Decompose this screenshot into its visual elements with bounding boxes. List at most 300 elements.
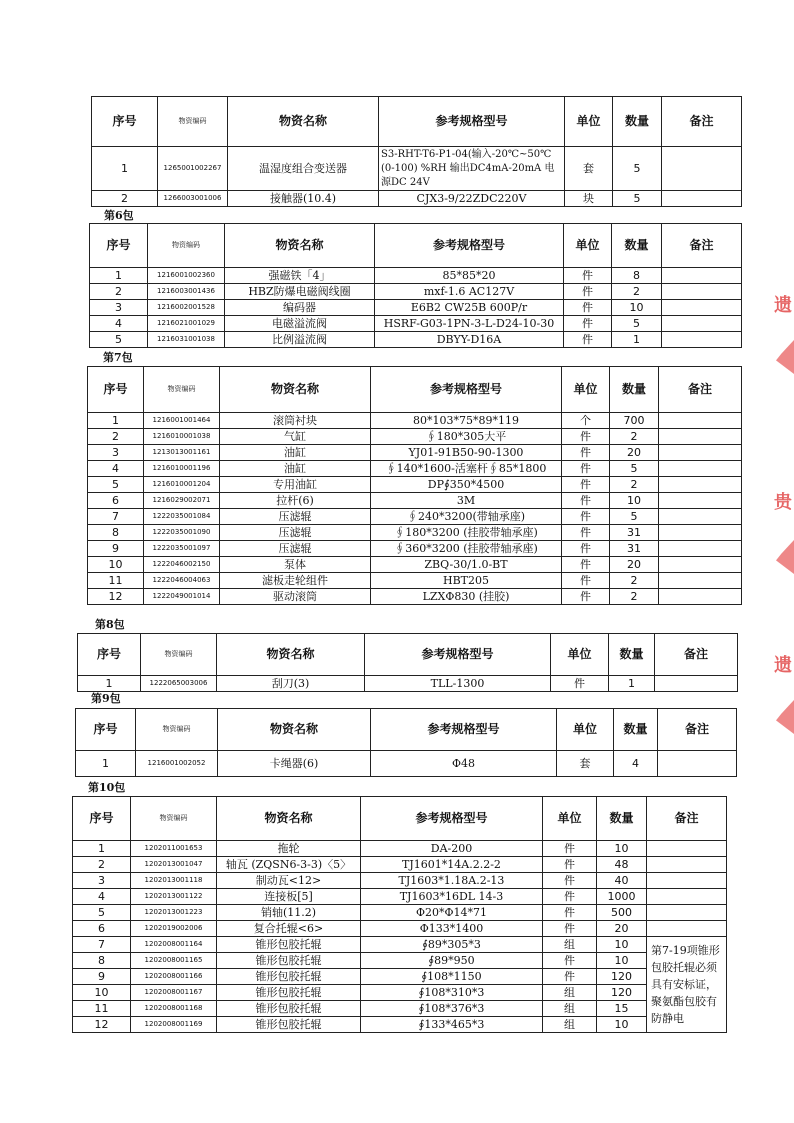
cell-code: 1216002001528: [148, 300, 225, 316]
cell-seq: 1: [90, 268, 148, 284]
cell-qty: 5: [610, 509, 659, 525]
header-unit: 单位: [557, 709, 614, 751]
package-label: 第10包: [88, 781, 126, 794]
seal-fragment: 贵: [774, 492, 792, 513]
package-label: 第6包: [104, 209, 134, 222]
cell-spec: ∮108*310*3: [361, 985, 543, 1001]
cell-name: 轴瓦 (ZQSN6-3-3)〈5〉: [217, 857, 361, 873]
cell-code: 1222049001014: [144, 589, 220, 605]
cell-unit: 件: [543, 953, 597, 969]
table-header-row: [88, 367, 742, 413]
cell-spec: HSRF-G03-1PN-3-L-D24-10-30: [375, 316, 564, 332]
cell-name: 油缸: [220, 445, 371, 461]
cell-seq: 12: [88, 589, 144, 605]
cell-code: 1202008001165: [131, 953, 217, 969]
header-seq: 序号: [73, 797, 131, 841]
cell-unit: 件: [543, 969, 597, 985]
cell-qty: 5: [613, 191, 662, 207]
header-unit: 单位: [565, 97, 613, 147]
table-row: [76, 751, 737, 777]
cell-name: 锥形包胶托辊: [217, 985, 361, 1001]
cell-seq: 2: [73, 857, 131, 873]
seal-fragment: 遗: [774, 655, 792, 676]
table-row: [90, 300, 742, 316]
seal-mark: [776, 340, 794, 374]
cell-code: 1216010001196: [144, 461, 220, 477]
table-row: [73, 873, 727, 889]
cell-qty: 500: [597, 905, 647, 921]
cell-spec: ∮89*305*3: [361, 937, 543, 953]
cell-unit: 件: [543, 841, 597, 857]
cell-note: [659, 493, 742, 509]
cell-note: [659, 589, 742, 605]
cell-qty: 31: [610, 525, 659, 541]
header-name: 物资名称: [220, 367, 371, 413]
header-spec: 参考规格型号: [379, 97, 565, 147]
cell-seq: 4: [73, 889, 131, 905]
cell-name: 连接板[5]: [217, 889, 361, 905]
cell-name: 比例溢流阀: [225, 332, 375, 348]
cell-unit: 件: [551, 676, 609, 692]
cell-code: 1222035001084: [144, 509, 220, 525]
table-row: [88, 541, 742, 557]
cell-unit: 组: [543, 985, 597, 1001]
cell-code: 1216010001204: [144, 477, 220, 493]
cell-spec: TJ1601*14A.2.2-2: [361, 857, 543, 873]
cell-seq: 12: [73, 1017, 131, 1033]
header-unit: 单位: [543, 797, 597, 841]
cell-seq: 4: [90, 316, 148, 332]
seal-mark: [776, 540, 794, 574]
header-unit: 单位: [562, 367, 610, 413]
cell-note-empty: [647, 905, 727, 921]
header-code: 物资编码: [141, 634, 217, 676]
cell-qty: 10: [597, 841, 647, 857]
package-label: 第7包: [103, 351, 133, 364]
cell-name: 专用油缸: [220, 477, 371, 493]
table-header-row: [76, 709, 737, 751]
table-header-row: [78, 634, 738, 676]
cell-note: [662, 147, 742, 191]
cell-unit: 套: [565, 147, 613, 191]
cell-qty: 1: [612, 332, 662, 348]
cell-code: 1216001002052: [136, 751, 218, 777]
package-table-8: [77, 633, 738, 692]
cell-note: [662, 316, 742, 332]
cell-spec: DBYY-D16A: [375, 332, 564, 348]
cell-unit: 件: [562, 477, 610, 493]
cell-seq: 3: [90, 300, 148, 316]
header-name: 物资名称: [218, 709, 371, 751]
header-code: 物资编码: [158, 97, 228, 147]
cell-seq: 6: [88, 493, 144, 509]
header-seq: 序号: [78, 634, 141, 676]
table-row: [73, 857, 727, 873]
cell-note: [659, 541, 742, 557]
cell-name: 卡绳器(6): [218, 751, 371, 777]
table-row: [73, 969, 727, 985]
table-row: [88, 493, 742, 509]
cell-seq: 7: [88, 509, 144, 525]
table-row: [90, 284, 742, 300]
cell-qty: 8: [612, 268, 662, 284]
cell-note: [659, 413, 742, 429]
table-row: [88, 589, 742, 605]
cell-seq: 5: [73, 905, 131, 921]
header-name: 物资名称: [225, 224, 375, 268]
cell-spec: TLL-1300: [365, 676, 551, 692]
cell-name: 制动瓦<12>: [217, 873, 361, 889]
cell-unit: 件: [562, 557, 610, 573]
cell-spec: Φ20*Φ14*71: [361, 905, 543, 921]
table-row: [90, 316, 742, 332]
table-header-row: [73, 797, 727, 841]
cell-unit: 件: [564, 284, 612, 300]
header-code: 物资编码: [144, 367, 220, 413]
table-row: [88, 429, 742, 445]
cell-qty: 10: [597, 953, 647, 969]
cell-qty: 10: [612, 300, 662, 316]
package-table-10: [72, 796, 727, 1033]
cell-code: 1216010001038: [144, 429, 220, 445]
table-row: [73, 841, 727, 857]
cell-qty: 20: [610, 445, 659, 461]
cell-qty: 10: [597, 1017, 647, 1033]
cell-qty: 20: [610, 557, 659, 573]
cell-code: 1202008001166: [131, 969, 217, 985]
package-table-7: [87, 366, 742, 605]
header-qty: 数量: [614, 709, 658, 751]
table-row: [73, 921, 727, 937]
cell-seq: 1: [88, 413, 144, 429]
cell-note: [662, 300, 742, 316]
cell-seq: 1: [78, 676, 141, 692]
cell-unit: 件: [562, 589, 610, 605]
cell-unit: 件: [564, 268, 612, 284]
cell-code: 1216029002071: [144, 493, 220, 509]
cell-unit: 件: [562, 429, 610, 445]
seal-mark: [776, 700, 794, 734]
cell-unit: 件: [543, 857, 597, 873]
package-label: 第9包: [91, 692, 121, 705]
cell-unit: 组: [543, 1017, 597, 1033]
cell-note-empty: [647, 873, 727, 889]
cell-name: 强磁铁「4」: [225, 268, 375, 284]
cell-note-empty: [647, 889, 727, 905]
cell-seq: 11: [88, 573, 144, 589]
header-qty: 数量: [609, 634, 655, 676]
cell-spec: S3-RHT-T6-P1-04(输入-20℃~50℃ (0-100) %RH 输出DC4mA-20mA 电源DC 24V: [379, 147, 565, 191]
cell-unit: 件: [543, 873, 597, 889]
cell-seq: 5: [88, 477, 144, 493]
cell-code: 1202013001047: [131, 857, 217, 873]
cell-note: [662, 332, 742, 348]
cell-name: 温湿度组合变送器: [228, 147, 379, 191]
cell-note-empty: [647, 841, 727, 857]
table-row: [88, 573, 742, 589]
cell-note-empty: [647, 921, 727, 937]
cell-name: 压滤辊: [220, 509, 371, 525]
header-qty: 数量: [613, 97, 662, 147]
cell-unit: 组: [543, 1001, 597, 1017]
cell-code: 1202013001122: [131, 889, 217, 905]
header-qty: 数量: [597, 797, 647, 841]
cell-seq: 5: [90, 332, 148, 348]
header-spec: 参考规格型号: [371, 367, 562, 413]
header-spec: 参考规格型号: [375, 224, 564, 268]
cell-note: [659, 557, 742, 573]
cell-spec: TJ1603*16DL 14-3: [361, 889, 543, 905]
cell-seq: 4: [88, 461, 144, 477]
cell-spec: HBT205: [371, 573, 562, 589]
cell-name: 锥形包胶托辊: [217, 937, 361, 953]
cell-code: 1216001001464: [144, 413, 220, 429]
cell-unit: 件: [562, 541, 610, 557]
cell-spec: E6B2 CW25B 600P/r: [375, 300, 564, 316]
cell-seq: 9: [73, 969, 131, 985]
header-qty: 数量: [612, 224, 662, 268]
cell-code: 1202008001164: [131, 937, 217, 953]
table-row: [88, 525, 742, 541]
cell-name: 锥形包胶托辊: [217, 1017, 361, 1033]
cell-code: 1202008001169: [131, 1017, 217, 1033]
cell-spec: YJ01-91B50-90-1300: [371, 445, 562, 461]
table-row: [73, 905, 727, 921]
header-note: 备注: [662, 97, 742, 147]
cell-unit: 块: [565, 191, 613, 207]
table-row: [73, 953, 727, 969]
cell-seq: 11: [73, 1001, 131, 1017]
cell-code: 1222035001097: [144, 541, 220, 557]
cell-spec: 80*103*75*89*119: [371, 413, 562, 429]
table-row: [92, 191, 742, 207]
cell-note: [659, 573, 742, 589]
cell-note: [662, 191, 742, 207]
table-header-row: [90, 224, 742, 268]
cell-name: 油缸: [220, 461, 371, 477]
cell-qty: 1000: [597, 889, 647, 905]
package-table-5: [91, 96, 742, 207]
cell-code: 1216003001436: [148, 284, 225, 300]
cell-name: 接触器(10.4): [228, 191, 379, 207]
header-spec: 参考规格型号: [361, 797, 543, 841]
header-seq: 序号: [76, 709, 136, 751]
cell-note: [659, 445, 742, 461]
cell-note: [659, 461, 742, 477]
cell-name: 锥形包胶托辊: [217, 969, 361, 985]
header-name: 物资名称: [217, 634, 365, 676]
cell-spec: DA-200: [361, 841, 543, 857]
cell-unit: 件: [562, 509, 610, 525]
cell-qty: 5: [612, 316, 662, 332]
cell-code: 1202013001223: [131, 905, 217, 921]
cell-seq: 3: [73, 873, 131, 889]
cell-name: 拉杆(6): [220, 493, 371, 509]
cell-code: 1202011001653: [131, 841, 217, 857]
header-name: 物资名称: [228, 97, 379, 147]
cell-name: HBZ防爆电磁阀线圈: [225, 284, 375, 300]
package-table-6: [89, 223, 742, 348]
header-seq: 序号: [92, 97, 158, 147]
cell-qty: 2: [612, 284, 662, 300]
cell-note: [658, 751, 737, 777]
cell-seq: 6: [73, 921, 131, 937]
package-label: 第8包: [95, 618, 125, 631]
cell-spec: ZBQ-30/1.0-BT: [371, 557, 562, 573]
table-row: [88, 509, 742, 525]
table-row: [73, 985, 727, 1001]
cell-unit: 套: [557, 751, 614, 777]
header-qty: 数量: [610, 367, 659, 413]
cell-seq: 10: [73, 985, 131, 1001]
cell-unit: 件: [543, 889, 597, 905]
cell-note: [659, 525, 742, 541]
cell-code: 1222046004063: [144, 573, 220, 589]
cell-code: 1216001002360: [148, 268, 225, 284]
cell-spec: ∮180*3200 (挂胶带轴承座): [371, 525, 562, 541]
cell-note: [655, 676, 738, 692]
cell-spec: Φ133*1400: [361, 921, 543, 937]
header-note: 备注: [658, 709, 737, 751]
cell-qty: 700: [610, 413, 659, 429]
cell-seq: 3: [88, 445, 144, 461]
cell-qty: 48: [597, 857, 647, 873]
cell-unit: 件: [564, 332, 612, 348]
header-note: 备注: [659, 367, 742, 413]
cell-seq: 8: [73, 953, 131, 969]
header-code: 物资编码: [136, 709, 218, 751]
cell-code: 1266003001006: [158, 191, 228, 207]
table-row: [90, 268, 742, 284]
cell-seq: 7: [73, 937, 131, 953]
cell-name: 锥形包胶托辊: [217, 1001, 361, 1017]
cell-name: 拖轮: [217, 841, 361, 857]
table-row: [73, 1001, 727, 1017]
cell-unit: 件: [564, 300, 612, 316]
cell-spec: mxf-1.6 AC127V: [375, 284, 564, 300]
cell-qty: 2: [610, 429, 659, 445]
table-row: [88, 461, 742, 477]
header-note: 备注: [662, 224, 742, 268]
cell-code: 1265001002267: [158, 147, 228, 191]
cell-qty: 2: [610, 573, 659, 589]
table-row: [90, 332, 742, 348]
header-seq: 序号: [90, 224, 148, 268]
cell-code: 1202008001167: [131, 985, 217, 1001]
cell-seq: 2: [90, 284, 148, 300]
cell-name: 气缸: [220, 429, 371, 445]
header-spec: 参考规格型号: [371, 709, 557, 751]
cell-qty: 10: [597, 937, 647, 953]
cell-unit: 件: [562, 461, 610, 477]
header-note: 备注: [647, 797, 727, 841]
header-spec: 参考规格型号: [365, 634, 551, 676]
cell-qty: 1: [609, 676, 655, 692]
cell-qty: 120: [597, 985, 647, 1001]
cell-qty: 2: [610, 477, 659, 493]
cell-note: [659, 509, 742, 525]
header-unit: 单位: [564, 224, 612, 268]
cell-qty: 10: [610, 493, 659, 509]
cell-unit: 件: [562, 525, 610, 541]
cell-note-empty: [647, 857, 727, 873]
cell-spec: ∮89*950: [361, 953, 543, 969]
cell-seq: 9: [88, 541, 144, 557]
cell-seq: 8: [88, 525, 144, 541]
cell-spec: 85*85*20: [375, 268, 564, 284]
cell-spec: DP∮350*4500: [371, 477, 562, 493]
cell-name: 复合托辊<6>: [217, 921, 361, 937]
cell-seq: 1: [76, 751, 136, 777]
cell-unit: 件: [562, 493, 610, 509]
cell-qty: 31: [610, 541, 659, 557]
cell-code: 1202013001118: [131, 873, 217, 889]
cell-code: 1222035001090: [144, 525, 220, 541]
cell-name: 滤板走轮组件: [220, 573, 371, 589]
cell-note: [662, 268, 742, 284]
cell-spec: LZXΦ830 (挂胶): [371, 589, 562, 605]
cell-unit: 个: [562, 413, 610, 429]
cell-unit: 件: [543, 905, 597, 921]
table-row: [88, 445, 742, 461]
package-table-9: [75, 708, 737, 777]
header-code: 物资编码: [148, 224, 225, 268]
table-row: [88, 413, 742, 429]
cell-code: 1202019002006: [131, 921, 217, 937]
cell-spec: ∮140*1600-活塞杆∮85*1800: [371, 461, 562, 477]
cell-name: 压滤辊: [220, 541, 371, 557]
cell-spec: ∮240*3200(带轴承座): [371, 509, 562, 525]
cell-spec: 3M: [371, 493, 562, 509]
cell-qty: 2: [610, 589, 659, 605]
table-header-row: [92, 97, 742, 147]
seal-fragment: 遗: [774, 295, 792, 316]
cell-code: 1213013001161: [144, 445, 220, 461]
cell-unit: 组: [543, 937, 597, 953]
cell-qty: 15: [597, 1001, 647, 1017]
table-row: [78, 676, 738, 692]
table-row: [73, 889, 727, 905]
cell-note: [659, 429, 742, 445]
cell-spec: Φ48: [371, 751, 557, 777]
cell-code: 1222065003006: [141, 676, 217, 692]
table-row: [88, 477, 742, 493]
cell-spec: ∮108*376*3: [361, 1001, 543, 1017]
cell-note: [659, 477, 742, 493]
cell-seq: 10: [88, 557, 144, 573]
cell-qty: 20: [597, 921, 647, 937]
cell-name: 驱动滚筒: [220, 589, 371, 605]
cell-qty: 5: [613, 147, 662, 191]
table-row: [92, 147, 742, 191]
cell-note-merged: 第7-19项锥形包胶托辊必须具有安标证，聚氨酯包胶有防静电: [647, 937, 727, 1033]
cell-name: 泵体: [220, 557, 371, 573]
cell-unit: 件: [543, 921, 597, 937]
cell-spec: ∮108*1150: [361, 969, 543, 985]
header-seq: 序号: [88, 367, 144, 413]
cell-unit: 件: [562, 573, 610, 589]
cell-name: 电磁溢流阀: [225, 316, 375, 332]
cell-name: 滚筒衬块: [220, 413, 371, 429]
cell-name: 锥形包胶托辊: [217, 953, 361, 969]
cell-spec: ∮360*3200 (挂胶带轴承座): [371, 541, 562, 557]
header-note: 备注: [655, 634, 738, 676]
cell-name: 编码器: [225, 300, 375, 316]
cell-code: 1216021001029: [148, 316, 225, 332]
cell-qty: 40: [597, 873, 647, 889]
header-name: 物资名称: [217, 797, 361, 841]
cell-name: 压滤辊: [220, 525, 371, 541]
